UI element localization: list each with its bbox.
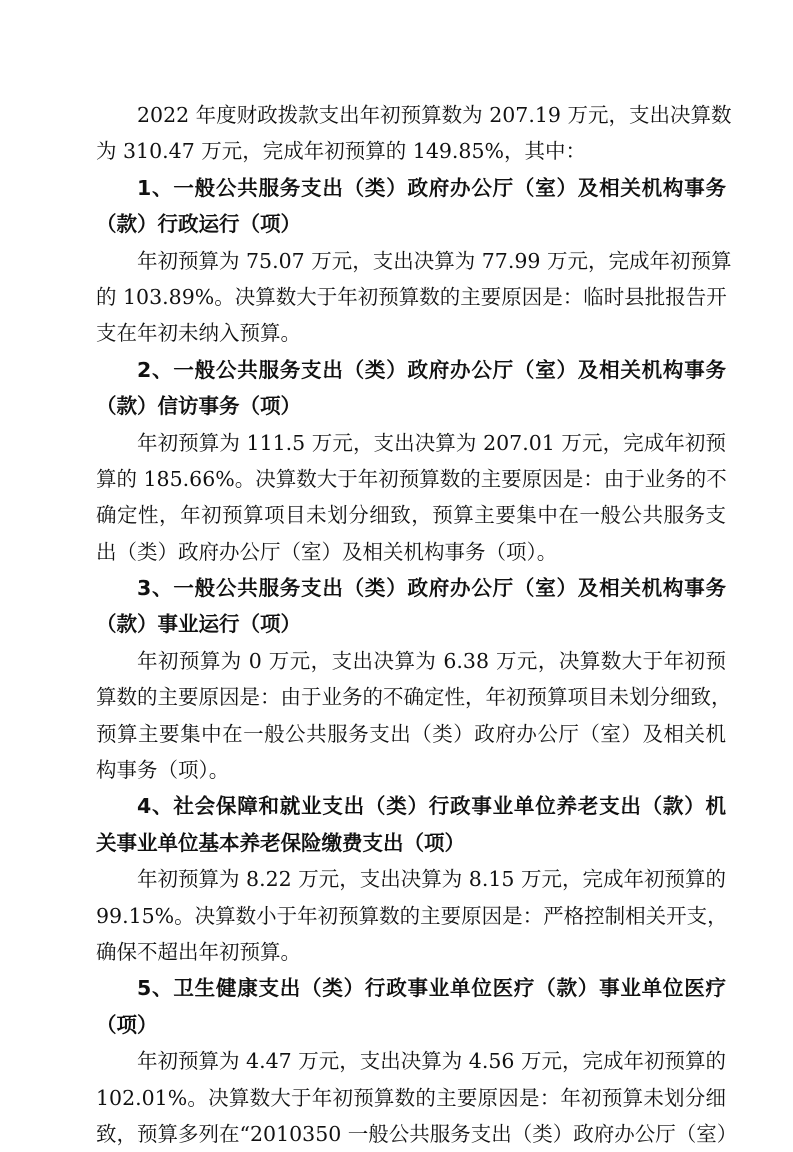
text-line: 99.15%。决算数小于年初预算数的主要原因是：严格控制相关开支， [96,903,728,928]
text-line: 构事务（项）。 [96,758,230,783]
text-line: 年初预算为 75.07 万元，支出决算为 77.99 万元，完成年初预算 [137,248,732,273]
section-heading: 3、一般公共服务支出（类）政府办公厅（室）及相关机构事务 [137,576,726,601]
section-heading: 1、一般公共服务支出（类）政府办公厅（室）及相关机构事务 [137,175,726,200]
section-heading: 4、社会保障和就业支出（类）行政事业单位养老支出（款）机 [137,794,726,819]
text-line: 年初预算为 4.47 万元，支出决算为 4.56 万元，完成年初预算的 [137,1049,726,1074]
section-heading: （款）信访事务（项） [96,394,301,419]
text-line: 年初预算为 111.5 万元，支出决算为 207.01 万元，完成年初预 [137,430,726,455]
text-line: 年初预算为 8.22 万元，支出决算为 8.15 万元，完成年初预算的 [137,867,726,892]
section-heading: 关事业单位基本养老保险缴费支出（项） [96,830,465,855]
section-2 [96,352,726,570]
section-5 [96,970,738,1152]
text-line: 预算主要集中在一般公共服务支出（类）政府办公厅（室）及相关机 [96,721,726,746]
text-line: 算的 185.66%。决算数大于年初预算数的主要原因是：由于业务的不 [96,466,727,491]
text-line: 2022 年度财政拨款支出年初预算数为 207.19 万元，支出决算数 [137,103,732,127]
section-heading: （项） [96,1012,158,1037]
section-heading: 5、卫生健康支出（类）行政事业单位医疗（款）事业单位医疗 [137,976,726,1001]
section-heading: 2、一般公共服务支出（类）政府办公厅（室）及相关机构事务 [137,357,726,382]
text-line: 确保不超出年初预算。 [96,939,301,964]
intro-paragraph [96,97,732,170]
text-line: 确定性，年初预算项目未划分细致，预算主要集中在一般公共服务支 [96,503,726,528]
text-line: 为 310.47 万元，完成年初预算的 149.85%，其中： [96,139,586,164]
text-line: 102.01%。决算数大于年初预算数的主要原因是：年初预算未划分细 [96,1085,726,1110]
document-page [96,97,738,1152]
text-line: 支在年初未纳入预算。 [96,321,301,346]
section-3 [96,570,732,788]
text-line: 的 103.89%。决算数大于年初预算数的主要原因是：临时县批报告开 [96,284,727,309]
text-line: 年初预算为 0 万元，支出决算为 6.38 万元，决算数大于年初预 [137,648,726,673]
text-line: 致，预算多列在“2010350 一般公共服务支出（类）政府办公厅（室） [96,1121,738,1146]
section-heading: （款）行政运行（项） [96,212,301,237]
section-4 [96,788,726,970]
section-1 [96,170,732,352]
text-line: 算数的主要原因是：由于业务的不确定性，年初预算项目未划分细致， [96,685,732,710]
section-heading: （款）事业运行（项） [96,612,301,637]
text-line: 出（类）政府办公厅（室）及相关机构事务（项）。 [96,539,558,564]
